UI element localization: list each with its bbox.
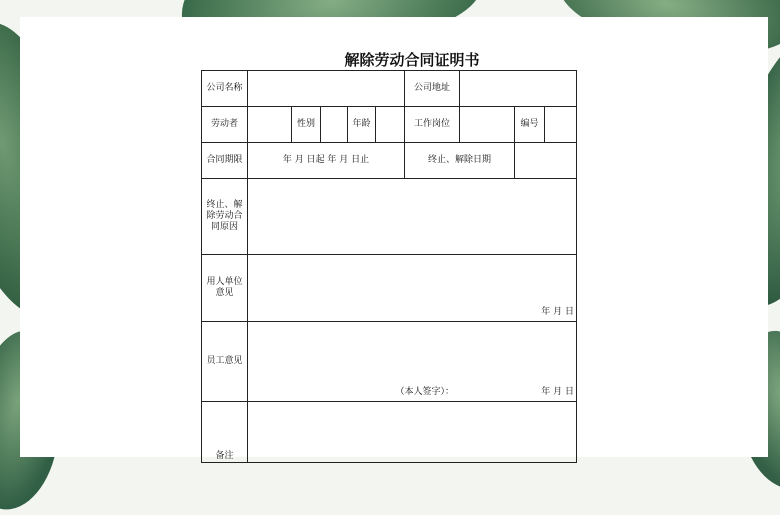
document-page (20, 17, 768, 461)
worker-label: 劳动者 (202, 107, 248, 143)
employee-date: 年 月 日 (541, 387, 574, 397)
table-row (202, 322, 577, 402)
employer-opinion-label: 用人单位意见 (202, 255, 248, 322)
table-row (202, 71, 577, 107)
number-label: 编号 (515, 107, 545, 143)
employee-signature-label: （本人签字）： (395, 387, 454, 397)
age-label: 年龄 (348, 107, 376, 143)
remarks-field[interactable] (248, 402, 577, 463)
table-row (202, 179, 577, 255)
table-row (202, 143, 577, 179)
age-field[interactable] (376, 107, 405, 143)
company-name-label: 公司名称 (202, 71, 248, 107)
table-row (202, 402, 577, 463)
termination-certificate-form (201, 70, 577, 463)
table-row (202, 255, 577, 322)
table-row (202, 107, 577, 143)
contract-period-field[interactable]: 年 月 日起 年 月 日止 (248, 143, 405, 179)
employer-opinion-field[interactable] (248, 255, 577, 322)
employer-date: 年 月 日 (541, 307, 574, 317)
gender-field[interactable] (321, 107, 348, 143)
reason-label: 终止、解除劳动合同原因 (202, 179, 248, 255)
position-field[interactable] (460, 107, 515, 143)
number-field[interactable] (545, 107, 577, 143)
gender-label: 性别 (292, 107, 321, 143)
termination-date-field[interactable] (515, 143, 577, 179)
worker-field[interactable] (248, 107, 292, 143)
contract-period-label: 合同期限 (202, 143, 248, 179)
document-title: 解除劳动合同证明书 (344, 51, 480, 69)
position-label: 工作岗位 (405, 107, 460, 143)
reason-field[interactable] (248, 179, 577, 255)
remarks-label: 备注 (202, 402, 248, 463)
company-address-field[interactable] (460, 71, 577, 107)
company-name-field[interactable] (248, 71, 405, 107)
termination-date-label: 终止、解除日期 (405, 143, 515, 179)
employee-opinion-field[interactable] (248, 322, 577, 402)
employee-opinion-label: 员工意见 (202, 322, 248, 402)
company-address-label: 公司地址 (405, 71, 460, 107)
